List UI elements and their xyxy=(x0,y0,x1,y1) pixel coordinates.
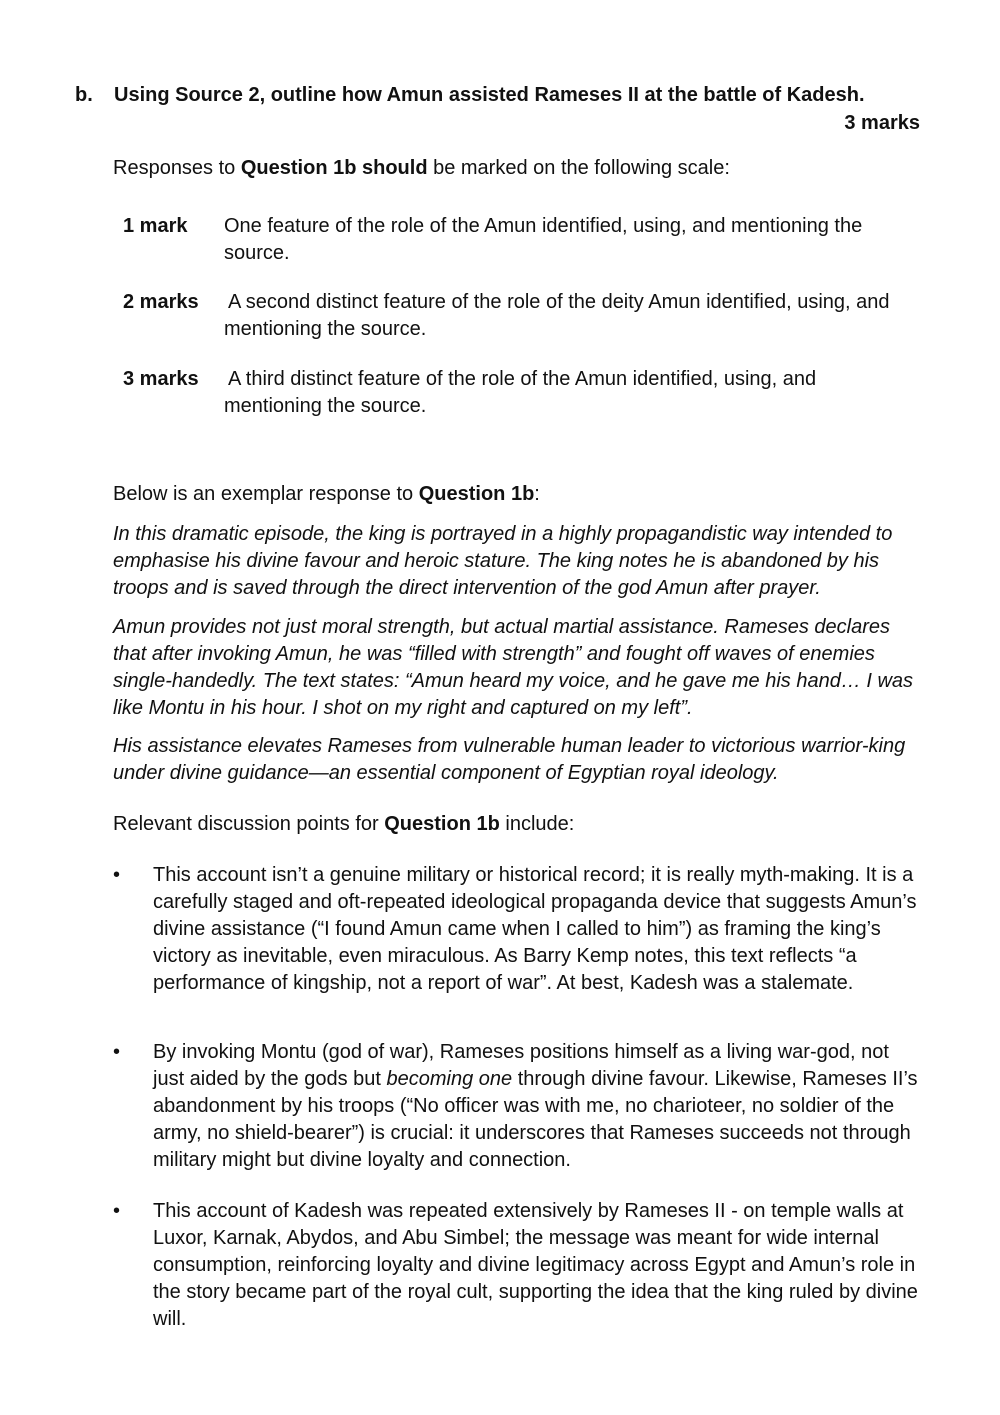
discussion-point-text: This account isn’t a genuine military or historical record; it is really myth-making. It is a carefully staged and oft-repeated ideological propaganda device that suggests Amun’s divine assistance (“I found Amun came when I called to him”) as framing the king’s victory as inevitable, even miraculous. As Barry Kemp notes, this text reflects “a performance of kingship, not a report of war”. At best, Kadesh was a stalemate. xyxy=(153,864,917,994)
exemplar-intro xyxy=(113,481,923,508)
bullet-icon: • xyxy=(113,1200,121,1222)
bullet-icon: • xyxy=(113,1041,121,1063)
scale-label: 2 marks xyxy=(123,291,199,313)
discussion-point-emphasis: becoming one xyxy=(386,1068,513,1090)
exemplar-intro-pre: Below is an exemplar response to xyxy=(113,483,419,505)
scale-label: 3 marks xyxy=(123,368,199,390)
question-text: Using Source 2, outline how Amun assisted Rameses II at the battle of Kadesh. xyxy=(114,84,865,106)
discussion-intro xyxy=(113,811,923,838)
scale-description: A second distinct feature of the role of the deity Amun identified, using, and mentioning the source. xyxy=(224,291,890,340)
discussion-intro-post: include: xyxy=(499,813,575,835)
scale-description: One feature of the role of the Amun identified, using, and mentioning the source. xyxy=(224,215,863,264)
scale-intro-post: be marked on the following scale: xyxy=(427,157,730,179)
scale-description: A third distinct feature of the role of the Amun identified, using, and mentioning the source. xyxy=(224,368,817,417)
exemplar-intro-post: : xyxy=(534,483,540,505)
bullet-icon: • xyxy=(113,864,121,886)
discussion-intro-bold: Question 1b xyxy=(384,813,500,835)
exemplar-intro-bold: Question 1b xyxy=(418,483,535,505)
discussion-intro-pre: Relevant discussion points for xyxy=(113,813,385,835)
scale-intro-pre: Responses to xyxy=(113,157,241,179)
discussion-point-text-b: through divine favour. Likewise, Rameses II’s abandonment by his troops (“No officer was with me, no charioteer, no soldier of the army, no shield-bearer”) is crucial: it underscores that Rameses succeeds not through military might but divine loyalty and connection. xyxy=(153,1068,918,1171)
scale-label: 1 mark xyxy=(123,215,188,237)
discussion-point-text xyxy=(153,1039,923,1174)
scale-intro xyxy=(113,155,923,182)
question-letter: b. xyxy=(75,84,93,106)
discussion-point-text-a: By invoking Montu (god of war), Rameses positions himself as a living war-god, not just aided by the gods but xyxy=(153,1041,889,1090)
exemplar-paragraph-1: In this dramatic episode, the king is portrayed in a highly propagandistic way intended to emphasise his divine favour and heroic stature. The king notes he is abandoned by his troops and is saved through the direct intervention of the god Amun after prayer. xyxy=(113,523,893,599)
exemplar-paragraph-3: His assistance elevates Rameses from vulnerable human leader to victorious warrior-king under divine guidance—an essential component of Egyptian royal ideology. xyxy=(113,735,906,784)
exemplar-paragraph-2: Amun provides not just moral strength, but actual martial assistance. Rameses declares that after invoking Amun, he was “filled with strength” and fought off waves of enemies single-handedly. The text states: “Amun heard my voice, and he gave me his hand… I was like Montu in his hour. I shot on my right and captured on my left”. xyxy=(113,616,914,719)
discussion-point-text: This account of Kadesh was repeated extensively by Rameses II - on temple walls at Luxor, Karnak, Abydos, and Abu Simbel; the message was meant for wide internal consumption, reinforcing loyalty and divine legitimacy across Egypt and Amun’s role in the story became part of the royal cult, supporting the idea that the king ruled by divine will. xyxy=(153,1200,918,1330)
scale-intro-bold: Question 1b should xyxy=(240,157,428,179)
question-marks: 3 marks xyxy=(844,112,920,134)
